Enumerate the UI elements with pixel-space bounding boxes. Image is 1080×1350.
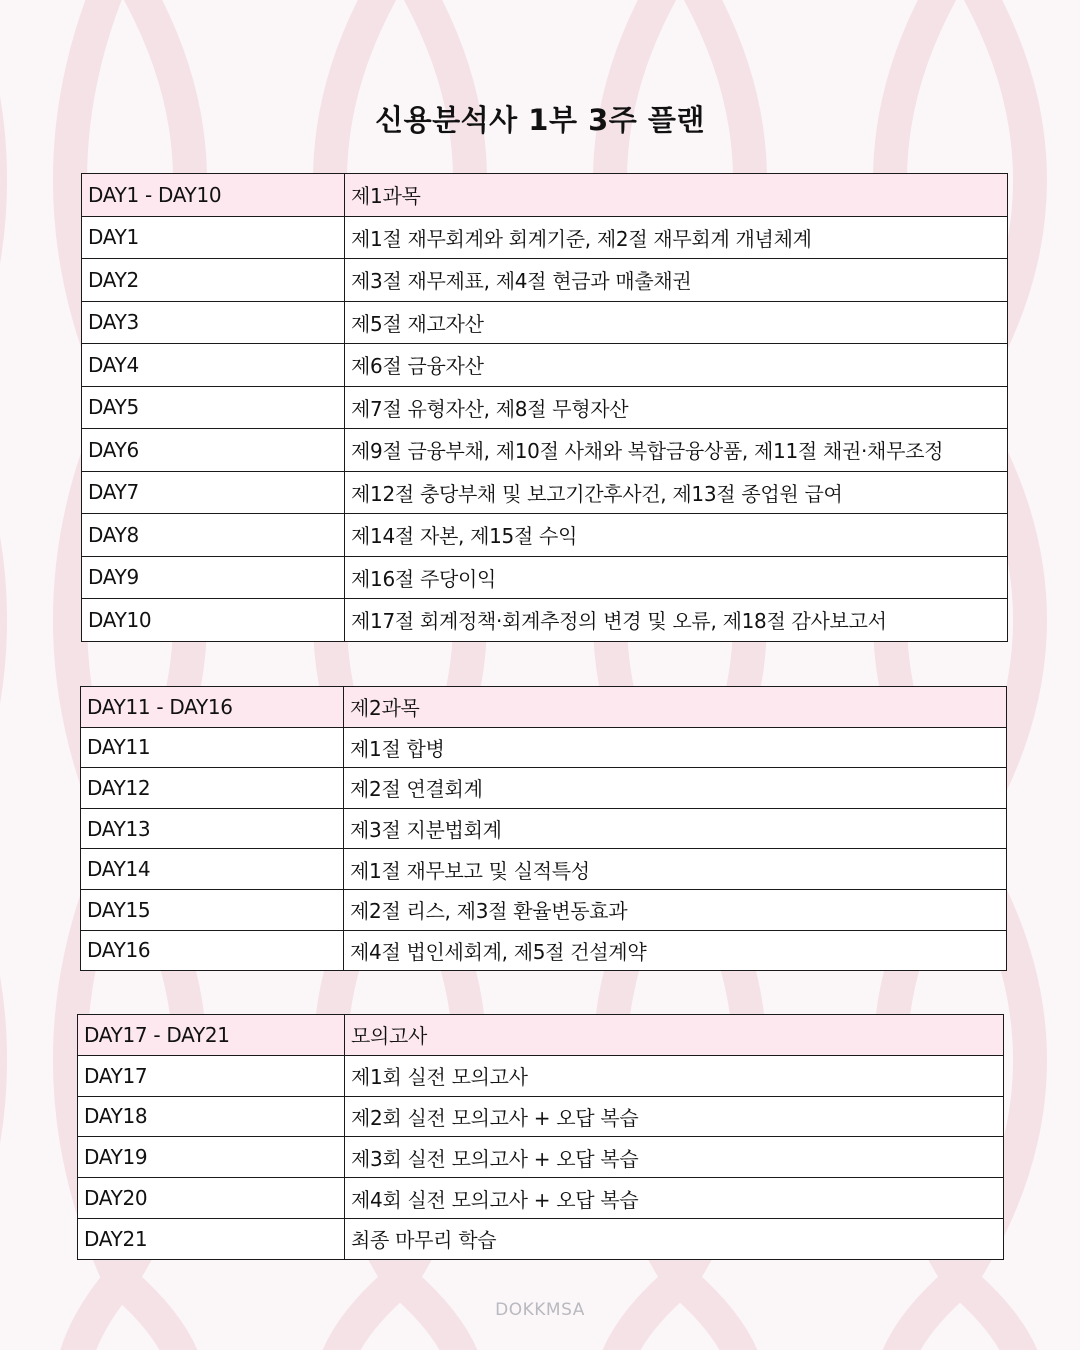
- topic-cell: 제9절 금융부채, 제10절 사채와 복합금융상품, 제11절 채권·채무조정: [345, 429, 1008, 472]
- day-cell: DAY12: [81, 768, 344, 809]
- table-row: [81, 930, 1007, 971]
- subject-cell: 모의고사: [345, 1015, 1004, 1056]
- topic-cell: 제3절 재무제표, 제4절 현금과 매출채권: [345, 259, 1008, 302]
- topic-cell: 제4절 법인세회계, 제5절 건설계약: [344, 930, 1007, 971]
- day-cell: DAY10: [82, 599, 345, 642]
- day-cell: DAY16: [81, 930, 344, 971]
- day-cell: DAY2: [82, 259, 345, 302]
- table-row: [78, 1137, 1004, 1178]
- table-row: [82, 556, 1008, 599]
- topic-cell: 제12절 충당부채 및 보고기간후사건, 제13절 종업원 급여: [345, 471, 1008, 514]
- table-row: [82, 259, 1008, 302]
- topic-cell: 제16절 주당이익: [345, 556, 1008, 599]
- day-cell: DAY13: [81, 808, 344, 849]
- day-cell: DAY15: [81, 889, 344, 930]
- day-cell: DAY7: [82, 471, 345, 514]
- day-cell: DAY11: [81, 727, 344, 768]
- table-row: [82, 386, 1008, 429]
- topic-cell: 제1회 실전 모의고사: [345, 1055, 1004, 1096]
- table-header-row: [78, 1015, 1004, 1056]
- table-row: [81, 727, 1007, 768]
- day-cell: DAY14: [81, 849, 344, 890]
- day-cell: DAY17: [78, 1055, 345, 1096]
- topic-cell: 제1절 재무회계와 회계기준, 제2절 재무회계 개념체계: [345, 216, 1008, 259]
- table-row: [81, 808, 1007, 849]
- subject-cell: 제2과목: [344, 687, 1007, 728]
- topic-cell: 제2절 연결회계: [344, 768, 1007, 809]
- page-title: 신용분석사 1부 3주 플랜: [375, 103, 705, 137]
- table-row: [82, 599, 1008, 642]
- table-row: [78, 1178, 1004, 1219]
- day-cell: DAY3: [82, 301, 345, 344]
- day-cell: DAY21: [78, 1218, 345, 1259]
- table-row: [82, 471, 1008, 514]
- plan-table-subject2: [80, 686, 1007, 971]
- table-row: [81, 768, 1007, 809]
- table-row: [82, 216, 1008, 259]
- day-cell: DAY6: [82, 429, 345, 472]
- table-row: [81, 889, 1007, 930]
- table-row: [82, 429, 1008, 472]
- topic-cell: 제3절 지분법회계: [344, 808, 1007, 849]
- day-range-cell: DAY1 - DAY10: [82, 174, 345, 217]
- table-row: [81, 849, 1007, 890]
- day-cell: DAY19: [78, 1137, 345, 1178]
- topic-cell: 제1절 재무보고 및 실적특성: [344, 849, 1007, 890]
- plan-table-subject1: [81, 173, 1008, 642]
- topic-cell: 제17절 회계정책·회계추정의 변경 및 오류, 제18절 감사보고서: [345, 599, 1008, 642]
- topic-cell: 제6절 금융자산: [345, 344, 1008, 387]
- table-header-row: [81, 687, 1007, 728]
- topic-cell: 제4회 실전 모의고사 + 오답 복습: [345, 1178, 1004, 1219]
- day-cell: DAY4: [82, 344, 345, 387]
- table-row: [78, 1096, 1004, 1137]
- topic-cell: 제5절 재고자산: [345, 301, 1008, 344]
- footer-logo: DOKKMSA: [495, 1300, 585, 1320]
- table-row: [78, 1218, 1004, 1259]
- day-cell: DAY9: [82, 556, 345, 599]
- day-cell: DAY18: [78, 1096, 345, 1137]
- day-cell: DAY20: [78, 1178, 345, 1219]
- day-range-cell: DAY17 - DAY21: [78, 1015, 345, 1056]
- topic-cell: 제14절 자본, 제15절 수익: [345, 514, 1008, 557]
- table-row: [82, 301, 1008, 344]
- topic-cell: 제2절 리스, 제3절 환율변동효과: [344, 889, 1007, 930]
- topic-cell: 제2회 실전 모의고사 + 오답 복습: [345, 1096, 1004, 1137]
- topic-cell: 최종 마무리 학습: [345, 1218, 1004, 1259]
- plan-table-mock-exam: [77, 1014, 1004, 1260]
- table-row: [78, 1055, 1004, 1096]
- table-row: [82, 344, 1008, 387]
- day-cell: DAY8: [82, 514, 345, 557]
- topic-cell: 제3회 실전 모의고사 + 오답 복습: [345, 1137, 1004, 1178]
- subject-cell: 제1과목: [345, 174, 1008, 217]
- table-header-row: [82, 174, 1008, 217]
- day-range-cell: DAY11 - DAY16: [81, 687, 344, 728]
- table-row: [82, 514, 1008, 557]
- day-cell: DAY1: [82, 216, 345, 259]
- topic-cell: 제7절 유형자산, 제8절 무형자산: [345, 386, 1008, 429]
- day-cell: DAY5: [82, 386, 345, 429]
- topic-cell: 제1절 합병: [344, 727, 1007, 768]
